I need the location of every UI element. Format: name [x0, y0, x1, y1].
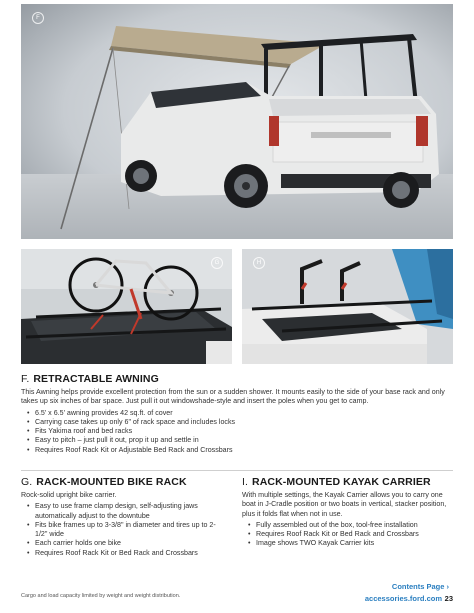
- photo-badge-h: H: [253, 257, 265, 269]
- section-i-letter: I.: [242, 476, 249, 488]
- site-link[interactable]: accessories.ford.com: [364, 594, 442, 603]
- section-f-heading: [21, 373, 453, 385]
- section-bike-rack: [21, 476, 226, 558]
- list-item: • Carrying case takes up only 6" of rack space and includes locks: [35, 418, 453, 427]
- page-number: 23: [444, 594, 453, 603]
- photo-badge-g: G: [211, 257, 223, 269]
- section-f-description: This Awning helps provide excellent protection from the sun or a sudden shower. It mounts easily to the side of your base rack and only takes up six inches of bar space. Just pull it out windowshade-style and insert the poles when you get to camp.: [21, 388, 445, 406]
- list-item: • Easy to pitch – just pull it out, prop it up and settle in: [35, 436, 453, 445]
- bike-rack-illustration: [21, 249, 232, 364]
- photo-badge-f: F: [32, 12, 44, 24]
- section-f-title: RETRACTABLE AWNING: [33, 373, 159, 385]
- section-kayak-carrier: [242, 476, 453, 549]
- section-divider: [21, 470, 453, 471]
- bike-rack-photo: [21, 249, 232, 364]
- section-f-letter: F.: [21, 373, 30, 385]
- section-g-description: Rock-solid upright bike carrier.: [21, 491, 117, 499]
- section-g-bullets: [21, 502, 226, 558]
- list-item: • Each carrier holds one bike: [35, 539, 226, 548]
- section-i-description: With multiple settings, the Kayak Carrier allows you to carry one boat in J-Cradle position or two boats in vertical, stacker position, plus it folds flat when not in use.: [242, 491, 447, 518]
- kayak-carrier-photo: [242, 249, 453, 364]
- capacity-footnote: Cargo and load capacity limited by weight and weight distribution.: [21, 593, 181, 599]
- section-f-bullets: [21, 409, 453, 455]
- contents-page-link[interactable]: Contents Page ›: [391, 582, 449, 591]
- list-item: • Fits Yakima roof and bed racks: [35, 427, 453, 436]
- list-item: • Requires Roof Rack Kit or Adjustable Bed Rack and Crossbars: [35, 446, 453, 455]
- section-i-heading: [242, 476, 453, 488]
- section-g-title: RACK-MOUNTED BIKE RACK: [36, 476, 187, 488]
- list-item: • Fits bike frames up to 3-3/8" in diameter and tires up to 2-1/2" wide: [35, 521, 226, 540]
- list-item: • Requires Roof Rack Kit or Bed Rack and Crossbars: [256, 530, 453, 539]
- section-retractable-awning: [21, 373, 453, 455]
- list-item: • Requires Roof Rack Kit or Bed Rack and Crossbars: [35, 549, 226, 558]
- section-i-title: RACK-MOUNTED KAYAK CARRIER: [252, 476, 431, 488]
- section-g-letter: G.: [21, 476, 33, 488]
- list-item: • Easy to use frame clamp design, self-adjusting jaws automatically adjust to the downtube: [35, 502, 226, 521]
- section-g-heading: [21, 476, 226, 488]
- section-i-bullets: [242, 521, 453, 549]
- list-item: • Image shows TWO Kayak Carrier kits: [256, 539, 453, 548]
- kayak-carrier-illustration: [242, 249, 453, 364]
- list-item: • 6.5' x 6.5' awning provides 42 sq.ft. of cover: [35, 409, 453, 418]
- list-item: • Fully assembled out of the box, tool-free installation: [256, 521, 453, 530]
- awning-illustration: [21, 4, 453, 239]
- awning-photo: [21, 4, 453, 239]
